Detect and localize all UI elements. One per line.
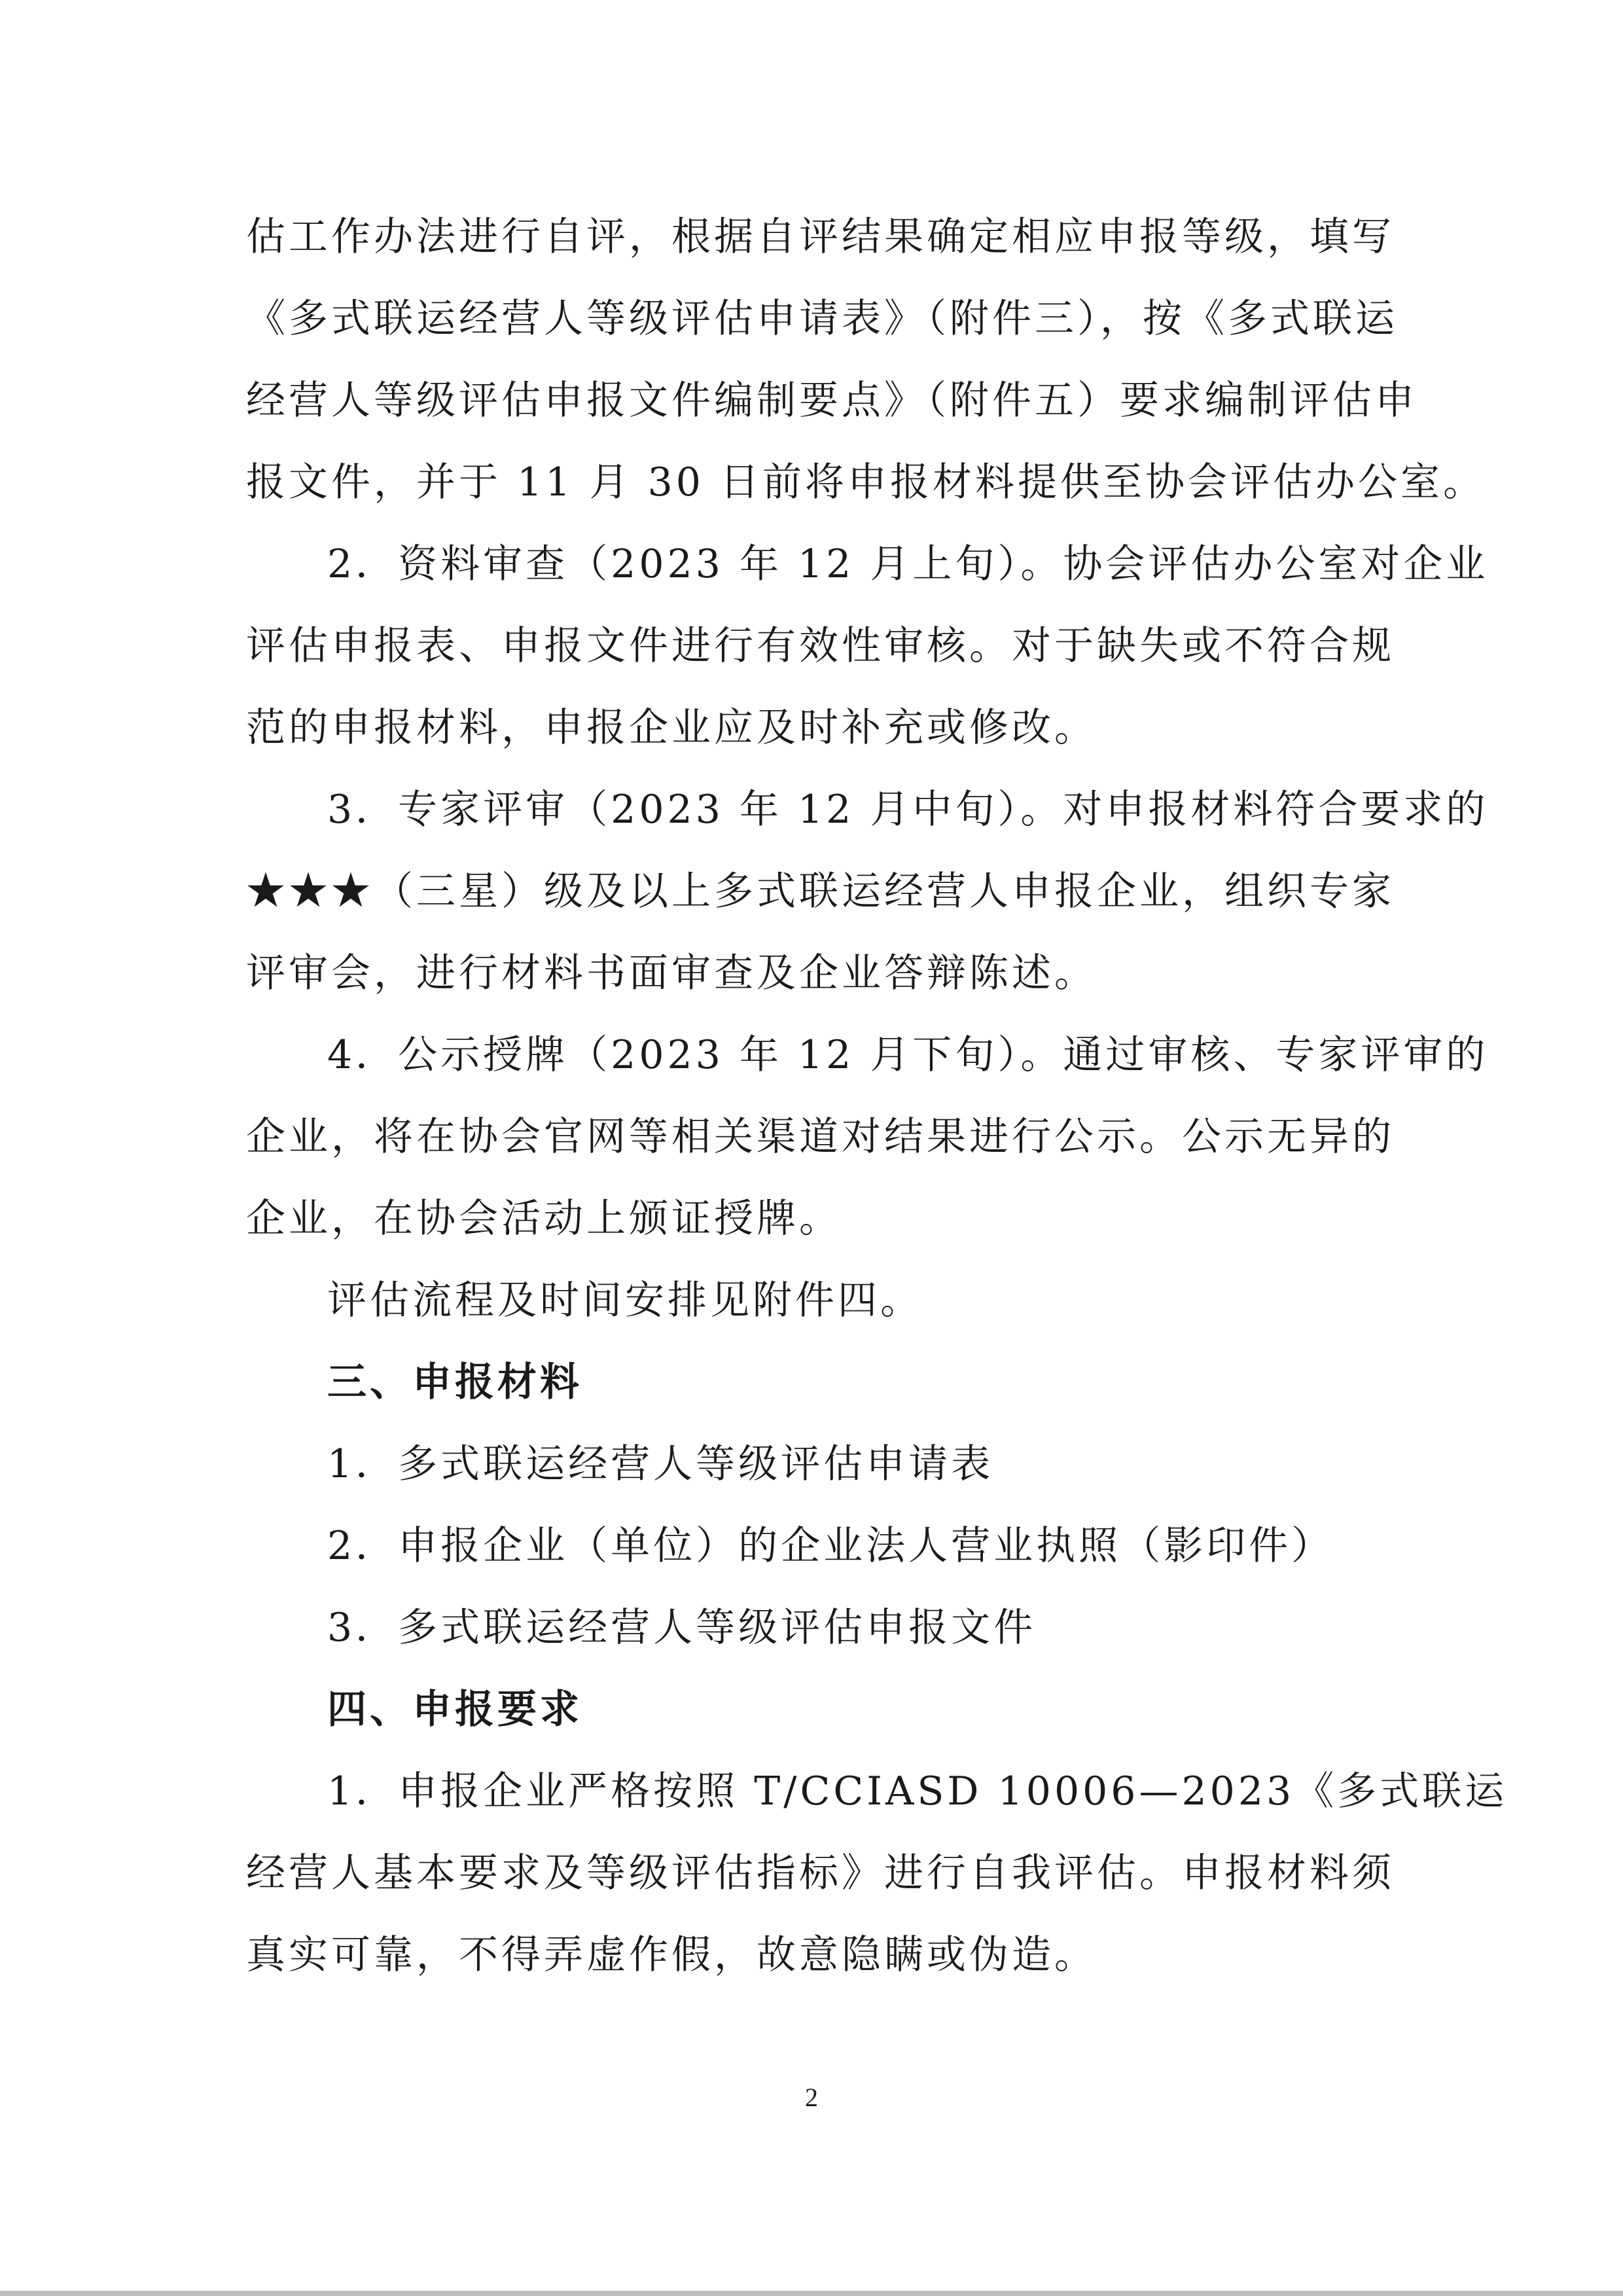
body-line: 经营人基本要求及等级评估指标》进行自我评估。申报材料须 xyxy=(246,1850,1395,1896)
body-line: 评估申报表、申报文件进行有效性审核。对于缺失或不符合规 xyxy=(246,623,1395,669)
section-heading: 三、申报材料 xyxy=(327,1359,582,1405)
body-line: 估工作办法进行自评，根据自评结果确定相应申报等级，填写 xyxy=(246,214,1395,260)
body-line: 评审会，进行材料书面审查及企业答辩陈述。 xyxy=(246,950,1097,996)
list-item-4: 4．公示授牌（2023 年 12 月下旬）。通过审核、专家评审的 xyxy=(327,1032,1489,1078)
section-heading: 四、申报要求 xyxy=(327,1687,582,1732)
list-item: 2．申报企业（单位）的企业法人营业执照（影印件） xyxy=(327,1523,1334,1569)
list-item: 3．多式联运经营人等级评估申报文件 xyxy=(327,1605,1037,1651)
list-item: 1．多式联运经营人等级评估申请表 xyxy=(327,1441,994,1487)
scan-edge xyxy=(0,2291,1623,2296)
body-line: ★★★（三星）级及以上多式联运经营人申报企业，组织专家 xyxy=(246,869,1395,914)
body-line: 企业，在协会活动上颁证授牌。 xyxy=(246,1196,842,1242)
body-line: 报文件，并于 11 月 30 日前将申报材料提供至协会评估办公室。 xyxy=(246,459,1486,505)
list-item: 1．申报企业严格按照 T/CCIASD 10006—2023《多式联运 xyxy=(327,1768,1508,1814)
list-item-3: 3．专家评审（2023 年 12 月中旬）。对申报材料符合要求的 xyxy=(327,787,1489,833)
body-line: 企业，将在协会官网等相关渠道对结果进行公示。公示无异的 xyxy=(246,1114,1395,1160)
body-line: 评估流程及时间安排见附件四。 xyxy=(327,1278,923,1323)
body-line: 《多式联运经营人等级评估申请表》（附件三），按《多式联运 xyxy=(246,296,1398,342)
body-line: 范的申报材料，申报企业应及时补充或修改。 xyxy=(246,705,1097,751)
list-item-2: 2．资料审查（2023 年 12 月上旬）。协会评估办公室对企业 xyxy=(327,541,1489,587)
page-number: 2 xyxy=(805,2083,818,2112)
body-line: 经营人等级评估申报文件编制要点》（附件五）要求编制评估申 xyxy=(246,378,1418,423)
body-line: 真实可靠，不得弄虚作假，故意隐瞒或伪造。 xyxy=(246,1932,1097,1978)
